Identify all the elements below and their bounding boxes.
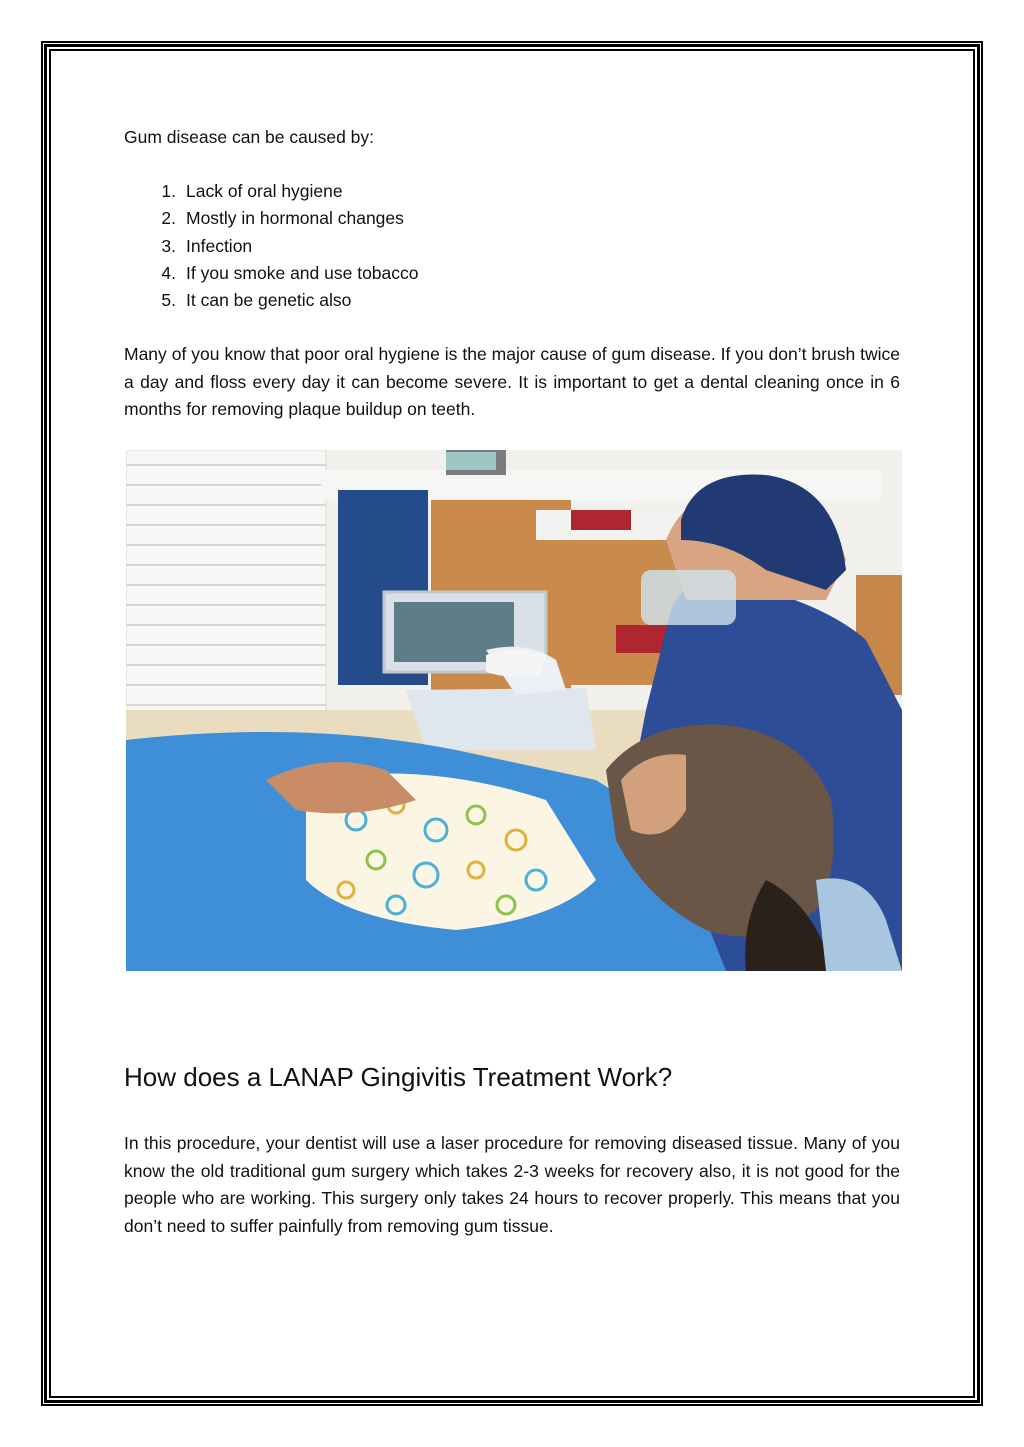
list-number: 1. xyxy=(161,181,176,201)
list-text: It can be genetic also xyxy=(186,290,352,311)
list-number: 3. xyxy=(161,235,176,256)
list-text: Infection xyxy=(186,235,253,256)
list-text: Lack of oral hygiene xyxy=(186,181,343,201)
causes-intro: Gum disease can be caused by: xyxy=(124,127,375,147)
list-item xyxy=(124,287,419,314)
list-number: 4. xyxy=(161,262,176,283)
list-number: 5. xyxy=(161,290,176,311)
list-text: If you smoke and use tobacco xyxy=(186,262,419,283)
list-text: Mostly in hormonal changes xyxy=(186,208,404,229)
list-number: 2. xyxy=(161,208,176,229)
list-item xyxy=(124,260,419,287)
list-item xyxy=(124,205,419,232)
list-item xyxy=(124,233,419,260)
list-item xyxy=(124,178,419,205)
section-heading: How does a LANAP Gingivitis Treatment Work? xyxy=(124,1062,673,1092)
causes-list xyxy=(124,178,419,314)
paragraph-oral-hygiene: Many of you know that poor oral hygiene is the major cause of gum disease. If you don’t brush twice a day and floss every day it can become severe. It is important to get a dental cleaning once in 6 months for removing plaque buildup on teeth. xyxy=(124,344,900,419)
paragraph-lanap-procedure: In this procedure, your dentist will use a laser procedure for removing diseased tissue. Many of you know the old traditional gum surgery which takes 2-3 weeks for recovery also, it is not good for the people who are working. This surgery only takes 24 hours to recover properly. This means that you don’t need to suffer painfully from removing gum tissue. xyxy=(124,1133,900,1236)
dentist-patient-photo xyxy=(126,450,902,971)
